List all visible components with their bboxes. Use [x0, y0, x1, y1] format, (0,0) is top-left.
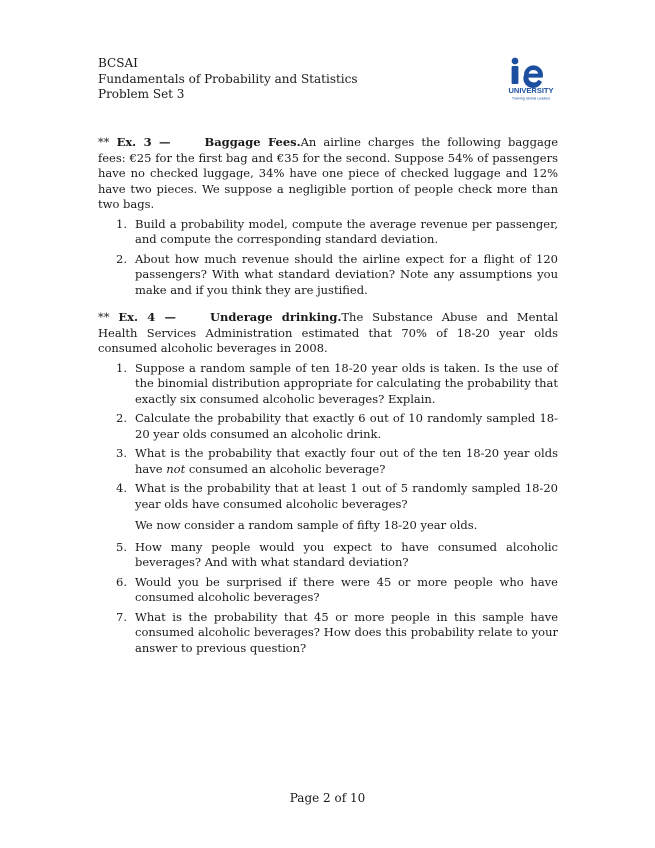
- item-text: Suppose a random sample of ten 18-20 year olds is taken. Is the use of the binomial distribution appropriate for calculating the probability that exactly six consumed alcoholic beverages? Explain.: [135, 360, 558, 406]
- exercise-4-title: Underage drinking.: [209, 310, 342, 324]
- list-item: [98, 252, 558, 299]
- exercise-3-difficulty: **: [98, 135, 110, 149]
- item-text: What is the probability that 45 or more people in this sample have consumed alcoholic beverages? How does this probability relate to your answer to previous question?: [135, 609, 558, 655]
- exercise-4-statement: [98, 310, 558, 357]
- exercise-4-questions-continued: [98, 540, 558, 657]
- list-item: [98, 411, 558, 442]
- item-number: 1.: [116, 360, 127, 375]
- page-number: Page 2 of 10: [289, 791, 366, 805]
- ie-university-logo: [505, 56, 557, 102]
- item-text: [135, 446, 558, 476]
- exercise-3-questions: [98, 217, 558, 299]
- item-text-post: consumed an alcoholic beverage?: [185, 461, 386, 476]
- exercise-4-questions: [98, 361, 558, 513]
- list-item: [98, 610, 558, 657]
- list-item: [98, 361, 558, 408]
- exercise-4: [98, 310, 558, 656]
- exercise-3-title: Baggage Fees.: [204, 135, 301, 149]
- item-text-pre: What is the probability that exactly four out of the ten 18-20 year olds have: [135, 446, 558, 476]
- list-item: [98, 481, 558, 512]
- exercise-3-label: Ex. 3 —: [116, 135, 171, 149]
- logo-tagline: Training Global Leaders: [511, 96, 551, 101]
- header-course: Fundamentals of Probability and Statistics: [98, 71, 358, 86]
- list-item: [98, 217, 558, 248]
- header-problem-set: Problem Set 3: [98, 87, 185, 101]
- item-number: 2.: [116, 251, 127, 266]
- list-item: [98, 540, 558, 571]
- header-program: BCSAI: [98, 56, 138, 70]
- item-text: How many people would you expect to have consumed alcoholic beverages? And with what standard deviation?: [135, 539, 558, 569]
- exercise-4-label: Ex. 4 —: [118, 310, 176, 324]
- item-text: Would you be surprised if there were 45 or more people who have consumed alcoholic beverages?: [135, 574, 558, 604]
- item-number: 7.: [116, 609, 127, 624]
- item-text-emphasis: not: [166, 461, 186, 476]
- item-text: About how much revenue should the airline expect for a flight of 120 passengers? With what standard deviation? Note any assumptions you make and if you think they are justified.: [135, 251, 558, 297]
- item-text: Calculate the probability that exactly 6 out of 10 randomly sampled 18-20 year olds consumed an alcoholic drink.: [135, 411, 558, 441]
- item-number: 6.: [116, 574, 127, 589]
- exercise-3: [98, 135, 558, 298]
- exercise-4-interlude: We now consider a random sample of fifty 18-20 year olds.: [135, 518, 478, 532]
- item-text: Build a probability model, compute the average revenue per passenger, and compute the corresponding standard deviation.: [135, 216, 558, 246]
- exercise-4-difficulty: **: [98, 310, 110, 324]
- logo-word: UNIVERSITY: [508, 86, 554, 95]
- list-item: [98, 575, 558, 606]
- document-body: [98, 135, 558, 668]
- item-number: 1.: [116, 216, 127, 231]
- exercise-4-intro: The Substance Abuse and Mental Health Services Administration estimated that 70% of 18-20 year olds consumed alcoholic beverages in 2008.: [98, 310, 559, 355]
- list-item: [98, 446, 558, 477]
- document-header: [98, 56, 358, 103]
- item-number: 2.: [116, 411, 127, 425]
- exercise-3-statement: [98, 135, 558, 213]
- exercise-3-intro: An airline charges the following baggage fees: €25 for the first bag and €35 for the second. Suppose 54% of passengers have no checked luggage, 34% have one piece of checked luggage and 12% have two pieces. We suppose a negligible portion of people check more than two bags.: [98, 135, 559, 211]
- item-text: What is the probability that at least 1 out of 5 randomly sampled 18-20 year olds have consumed alcoholic beverages?: [135, 481, 558, 511]
- item-number: 5.: [116, 539, 127, 554]
- item-number: 4.: [116, 481, 127, 495]
- item-number: 3.: [116, 446, 127, 460]
